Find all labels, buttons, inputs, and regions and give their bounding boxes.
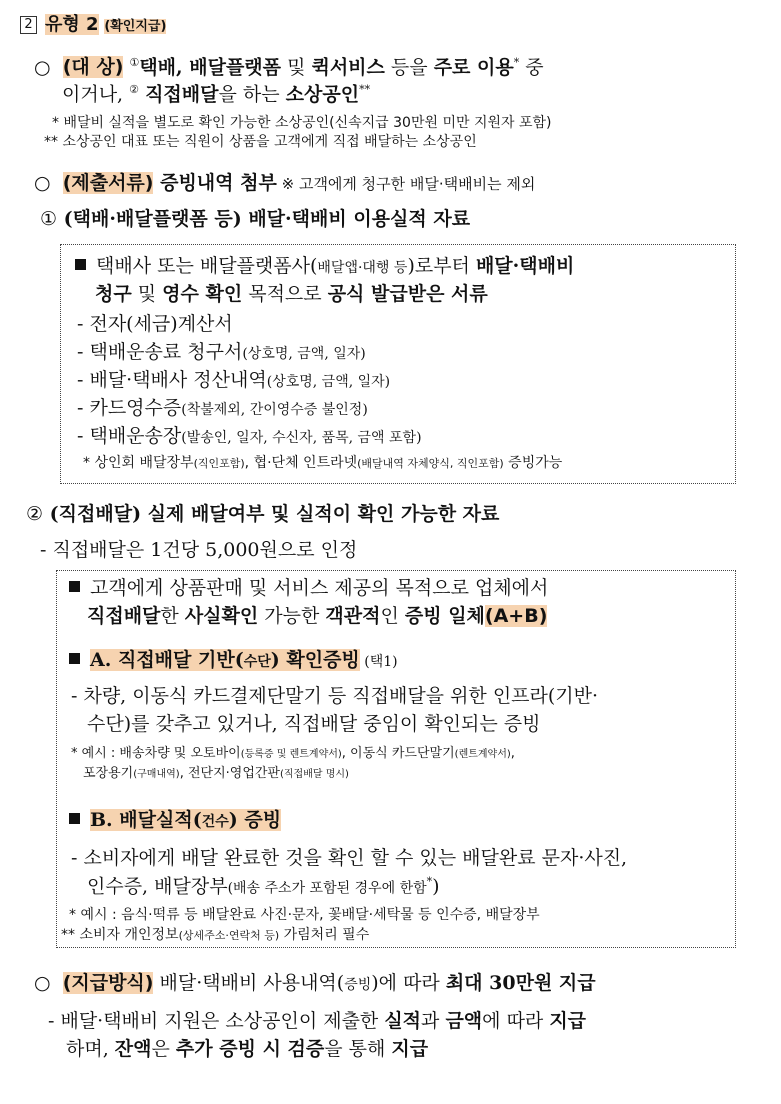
- list-item: - 택배운송료 청구서(상호명, 금액, 일자): [77, 341, 366, 363]
- section1-note: * 상인회 배달장부(직인포함), 협·단체 인트라넷(배달내역 자체양식, 직인포함) 증빙가능: [83, 455, 563, 471]
- payment-line-2: - 배달·택배비 지원은 소상공인이 제출한 실적과 금액에 따라 지급: [48, 1010, 587, 1032]
- square-bullet-icon: [69, 653, 80, 664]
- target-note-1: * 배달비 실적을 별도로 확인 가능한 소상공인(신속지급 30만원 미만 지원자 포함): [52, 115, 552, 131]
- square-bullet-icon: [69, 813, 80, 824]
- section1-box: 택배사 또는 배달플랫폼사(배달앱·대행 등)로부터 배달·택배비 청구 및 영수 확인 목적으로 공식 발급받은 서류 - 전자(세금)계산서 - 택배운송료 청구서(상호명, 금액, 일자) - 배달·택배사 정산내역(상호명, 금액, 일자) - 카드영수증(착불제외, 간이영수증 불인정) - 택배운송장(발송인, 일자, 수신자, 품목, 금액 포함) * 상인회 배달장부(직인포함), 협·단체 인트라넷(배달내역 자체양식, 직인포함) 증빙가능: [60, 244, 736, 484]
- section1-title: ① (택배·배달플랫폼 등) 배달·택배비 이용실적 자료: [40, 208, 471, 230]
- section2-title: ② (직접배달) 실제 배달여부 및 실적이 확인 가능한 자료: [26, 503, 500, 525]
- section2-b-title: B. 배달실적(건수) 증빙: [69, 809, 281, 833]
- section2-box: 고객에게 상품판매 및 서비스 제공의 목적으로 업체에서 직접배달한 사실확인 가능한 객관적인 증빙 일체(A+B) A. 직접배달 기반(수단) 확인증빙 (택1) - 차량, 이동식 카드결제단말기 등 직접배달을 위한 인프라(기반· 수단)를 갖추고 있거나, 직접배달 중임이 확인되는 증빙 * 예시 : 배송차량 및 오토바이(등록증 및 렌트계약서), 이동식 카드단말기(렌트계약서), 포장용기(구매내역), 전단지·영업간판(직접배달 명시) B. 배달실적(건수) 증빙 - 소비자에게 배달 완료한 것을 확인 할 수 있는 배달완료 문자·사진, 인수증, 배달장부(배송 주소가 포함된 경우에 한함*) * 예시 : 음식·떡류 등 배달완료 사진·문자, 꽃배달·세탁물 등 인수증, 배달장부 ** 소비자 개인정보(상세주소·연락처 등) 가림처리 필수: [56, 570, 736, 948]
- target-line-2: 이거나, ② 직접배달을 하는 소상공인**: [62, 83, 371, 106]
- docs-label: (제출서류): [62, 172, 154, 194]
- target-label: (대 상): [62, 56, 124, 79]
- square-bullet-icon: [75, 259, 86, 270]
- docs-line: ○ (제출서류) 증빙내역 첨부 ※ 고객에게 청구한 배달·택배비는 제외: [34, 172, 536, 194]
- section-header: [20, 14, 166, 37]
- payment-line-1: ○ (지급방식) 배달·택배비 사용내역(증빙)에 따라 최대 30만원 지급: [34, 972, 596, 994]
- section2-a-title: A. 직접배달 기반(수단) 확인증빙 (택1): [69, 649, 398, 673]
- list-item: - 카드영수증(착불제외, 간이영수증 불인정): [77, 397, 368, 419]
- payment-line-3: 하며, 잔액은 추가 증빙 시 검증을 통해 지급: [66, 1038, 429, 1060]
- section-title: 유형 2: [45, 14, 99, 35]
- target-note-2: ** 소상공인 대표 또는 직원이 상품을 고객에게 직접 배달하는 소상공인: [44, 134, 477, 150]
- section-subtitle: (확인지급): [104, 19, 167, 34]
- target-line-1: ○ (대 상) ①택배, 배달플랫폼 및 퀵서비스 등을 주로 이용* 중: [34, 56, 544, 79]
- section-number: 2: [20, 16, 37, 34]
- square-bullet-icon: [69, 581, 80, 592]
- list-item: - 택배운송장(발송인, 일자, 수신자, 품목, 금액 포함): [77, 425, 422, 447]
- payment-label: (지급방식): [62, 972, 154, 994]
- list-item: - 배달·택배사 정산내역(상호명, 금액, 일자): [77, 369, 391, 391]
- section2-sub: - 직접배달은 1건당 5,000원으로 인정: [40, 539, 358, 561]
- list-item: - 전자(세금)계산서: [77, 313, 233, 335]
